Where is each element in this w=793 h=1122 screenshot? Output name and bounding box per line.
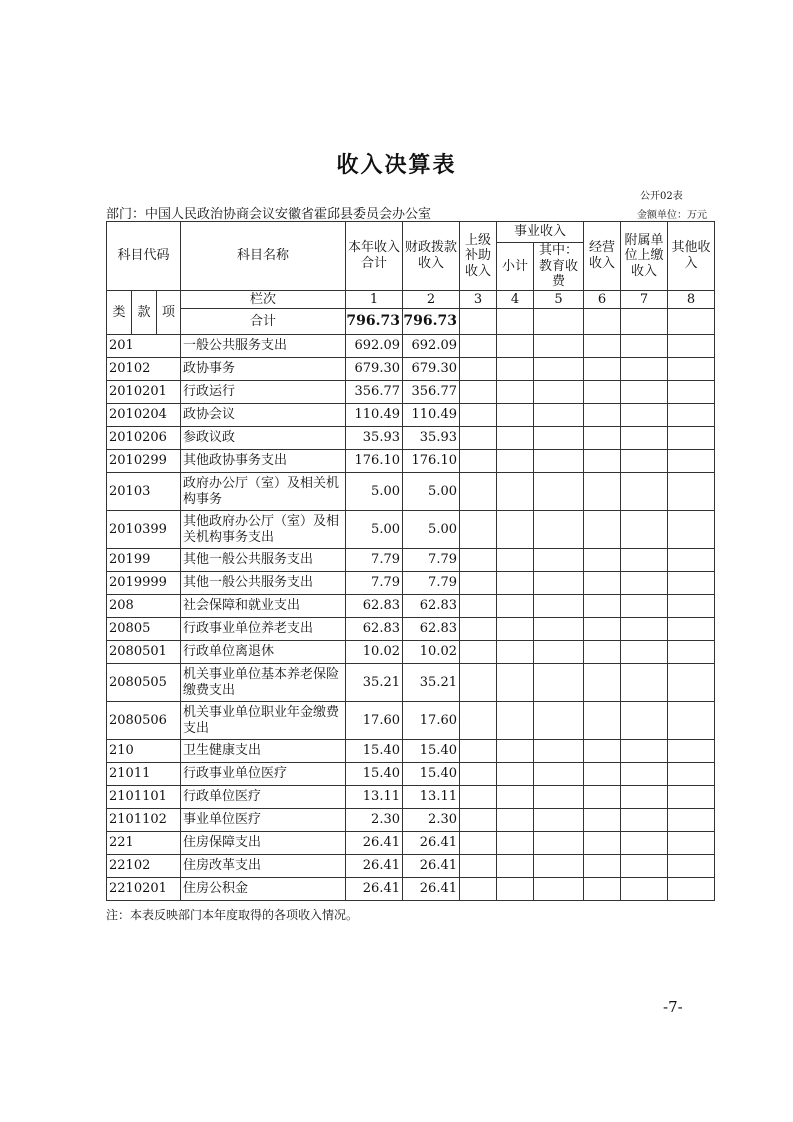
empty-cell (584, 549, 621, 572)
empty-cell (534, 809, 584, 832)
empty-cell (497, 855, 534, 878)
fiscal-value: 679.30 (403, 358, 460, 381)
empty-cell (497, 404, 534, 427)
income-total-value: 62.83 (346, 595, 403, 618)
header-fiscal: 财政拨款收入 (403, 222, 460, 291)
empty-cell (497, 641, 534, 664)
empty-cell (497, 664, 534, 702)
empty-cell (621, 511, 668, 549)
empty-cell (534, 511, 584, 549)
income-total-value: 110.49 (346, 404, 403, 427)
subject-name: 住房保障支出 (181, 832, 346, 855)
header-total-income: 本年收入合计 (346, 222, 403, 291)
empty-cell (668, 664, 715, 702)
table-row (107, 572, 715, 595)
subject-code: 2101102 (107, 809, 181, 832)
income-total-value: 26.41 (346, 832, 403, 855)
subject-name: 社会保障和就业支出 (181, 595, 346, 618)
subject-code: 2101101 (107, 786, 181, 809)
subject-name: 一般公共服务支出 (181, 335, 346, 358)
table-row (107, 618, 715, 641)
empty-cell (497, 763, 534, 786)
table-row (107, 450, 715, 473)
empty-cell (460, 511, 497, 549)
subject-code: 21011 (107, 763, 181, 786)
empty-cell (668, 618, 715, 641)
empty-cell (668, 511, 715, 549)
column-number: 1 (346, 291, 403, 309)
empty-cell (621, 786, 668, 809)
total-fiscal-value: 796.73 (403, 309, 460, 335)
table-row (107, 404, 715, 427)
empty-cell (497, 740, 534, 763)
subject-code: 20199 (107, 549, 181, 572)
fiscal-value: 15.40 (403, 740, 460, 763)
empty-cell (460, 878, 497, 901)
income-total-value: 15.40 (346, 740, 403, 763)
empty-cell (497, 878, 534, 901)
empty-cell (534, 878, 584, 901)
empty-cell (534, 549, 584, 572)
column-number: 7 (621, 291, 668, 309)
empty-cell (534, 473, 584, 511)
empty-cell (460, 450, 497, 473)
empty-cell (460, 809, 497, 832)
fiscal-value: 35.93 (403, 427, 460, 450)
empty-cell (460, 618, 497, 641)
empty-cell (497, 335, 534, 358)
empty-cell (460, 702, 497, 740)
fiscal-value: 35.21 (403, 664, 460, 702)
header-subtotal: 小计 (497, 243, 534, 291)
empty-cell (668, 832, 715, 855)
fiscal-value: 692.09 (403, 335, 460, 358)
header-business: 事业收入 (497, 222, 584, 243)
header-subject-code: 科目代码 (107, 222, 181, 291)
empty-cell (497, 358, 534, 381)
table-row (107, 809, 715, 832)
empty-cell (497, 381, 534, 404)
empty-cell (621, 358, 668, 381)
empty-cell (621, 335, 668, 358)
empty-cell (497, 511, 534, 549)
empty-cell (497, 809, 534, 832)
empty-cell (584, 786, 621, 809)
subject-name: 参政议政 (181, 427, 346, 450)
empty-cell (497, 786, 534, 809)
empty-cell (460, 832, 497, 855)
subject-name: 其他政府办公厅（室）及相关机构事务支出 (181, 511, 346, 549)
fiscal-value: 176.10 (403, 450, 460, 473)
empty-cell (668, 358, 715, 381)
subject-name: 行政单位医疗 (181, 786, 346, 809)
footnote: 注：本表反映部门本年度取得的各项收入情况。 (106, 908, 359, 922)
empty-cell (621, 740, 668, 763)
empty-cell (534, 641, 584, 664)
fiscal-value: 7.79 (403, 549, 460, 572)
empty-cell (497, 618, 534, 641)
empty-cell (584, 763, 621, 786)
table-row (107, 763, 715, 786)
empty-cell (584, 404, 621, 427)
subject-code: 2210201 (107, 878, 181, 901)
empty-cell (497, 427, 534, 450)
table-row (107, 473, 715, 511)
subject-name: 行政事业单位养老支出 (181, 618, 346, 641)
subject-name: 卫生健康支出 (181, 740, 346, 763)
empty-cell (668, 855, 715, 878)
column-number: 8 (668, 291, 715, 309)
empty-cell (534, 618, 584, 641)
empty-cell (497, 450, 534, 473)
empty-cell (584, 511, 621, 549)
total-label: 合计 (181, 309, 346, 335)
header-superior: 上级补助收入 (460, 222, 497, 291)
fiscal-value: 17.60 (403, 702, 460, 740)
empty-cell (621, 832, 668, 855)
empty-cell (534, 335, 584, 358)
empty-cell (621, 595, 668, 618)
table-row (107, 549, 715, 572)
subject-name: 事业单位医疗 (181, 809, 346, 832)
empty-cell (621, 702, 668, 740)
empty-cell (460, 855, 497, 878)
subject-code: 210 (107, 740, 181, 763)
subject-name: 机关事业单位职业年金缴费支出 (181, 702, 346, 740)
fiscal-value: 15.40 (403, 763, 460, 786)
empty-cell (621, 381, 668, 404)
fiscal-value: 2.30 (403, 809, 460, 832)
empty-cell (534, 664, 584, 702)
empty-cell (460, 335, 497, 358)
empty-cell (621, 427, 668, 450)
header-lei: 类 (107, 291, 132, 335)
empty-cell (534, 450, 584, 473)
empty-cell (668, 473, 715, 511)
empty-cell (621, 618, 668, 641)
header-xiang: 项 (157, 291, 181, 335)
income-total-value: 692.09 (346, 335, 403, 358)
table-row (107, 641, 715, 664)
income-total-value: 13.11 (346, 786, 403, 809)
header-education: 其中：教育收费 (534, 243, 584, 291)
fiscal-value: 26.41 (403, 855, 460, 878)
empty-cell (621, 572, 668, 595)
header-kuan: 款 (132, 291, 157, 335)
income-total-value: 35.93 (346, 427, 403, 450)
empty-cell (584, 641, 621, 664)
column-number: 6 (584, 291, 621, 309)
empty-cell (584, 702, 621, 740)
column-row-label: 栏次 (181, 291, 346, 309)
empty-cell (584, 809, 621, 832)
income-total-value: 2.30 (346, 809, 403, 832)
column-number: 3 (460, 291, 497, 309)
income-total-value: 35.21 (346, 664, 403, 702)
form-number: 公开02表 (640, 191, 683, 202)
subject-code: 2019999 (107, 572, 181, 595)
empty-cell (460, 381, 497, 404)
subject-name: 行政单位离退休 (181, 641, 346, 664)
empty-cell (668, 786, 715, 809)
subject-code: 2010399 (107, 511, 181, 549)
subject-name: 其他政协事务支出 (181, 450, 346, 473)
income-table (106, 221, 715, 901)
empty-cell (668, 450, 715, 473)
subject-code: 2080506 (107, 702, 181, 740)
subject-name: 其他一般公共服务支出 (181, 549, 346, 572)
table-row (107, 358, 715, 381)
empty-cell (668, 335, 715, 358)
header-affiliated: 附属单位上缴收入 (621, 222, 668, 291)
table-row (107, 511, 715, 549)
department-label: 部门：中国人民政治协商会议安徽省霍邱县委员会办公室 (106, 207, 432, 222)
empty-cell (497, 595, 534, 618)
empty-cell (460, 740, 497, 763)
fiscal-value: 110.49 (403, 404, 460, 427)
subject-code: 2010204 (107, 404, 181, 427)
subject-name: 政府办公厅（室）及相关机构事务 (181, 473, 346, 511)
fiscal-value: 10.02 (403, 641, 460, 664)
empty-cell (621, 763, 668, 786)
income-total-value: 7.79 (346, 549, 403, 572)
empty-cell (668, 572, 715, 595)
empty-cell (621, 450, 668, 473)
empty-cell (584, 855, 621, 878)
income-total-value: 356.77 (346, 381, 403, 404)
empty-cell (668, 381, 715, 404)
income-total-value: 5.00 (346, 473, 403, 511)
empty-cell (584, 572, 621, 595)
empty-cell (534, 786, 584, 809)
empty-cell (534, 572, 584, 595)
empty-cell (584, 335, 621, 358)
empty-cell (584, 832, 621, 855)
empty-cell (621, 404, 668, 427)
column-number: 5 (534, 291, 584, 309)
header-subject-name: 科目名称 (181, 222, 346, 291)
subject-code: 2010299 (107, 450, 181, 473)
table-row (107, 832, 715, 855)
empty-cell (668, 702, 715, 740)
empty-cell (621, 855, 668, 878)
empty-cell (668, 427, 715, 450)
empty-cell (534, 832, 584, 855)
income-total-value: 10.02 (346, 641, 403, 664)
empty-cell (534, 595, 584, 618)
empty-cell (460, 595, 497, 618)
income-total-value: 17.60 (346, 702, 403, 740)
subject-name: 政协事务 (181, 358, 346, 381)
subject-code: 20102 (107, 358, 181, 381)
subject-name: 政协会议 (181, 404, 346, 427)
subject-code: 2080505 (107, 664, 181, 702)
empty-cell (584, 427, 621, 450)
empty-cell (534, 740, 584, 763)
empty-cell (584, 381, 621, 404)
subject-code: 22102 (107, 855, 181, 878)
table-row (107, 740, 715, 763)
income-total-value: 26.41 (346, 878, 403, 901)
table-row (107, 595, 715, 618)
income-total-value: 679.30 (346, 358, 403, 381)
subject-name: 其他一般公共服务支出 (181, 572, 346, 595)
empty-cell (497, 572, 534, 595)
empty-cell (584, 878, 621, 901)
empty-cell (621, 549, 668, 572)
income-total-value: 176.10 (346, 450, 403, 473)
subject-name: 机关事业单位基本养老保险缴费支出 (181, 664, 346, 702)
header-operating: 经营收入 (584, 222, 621, 291)
empty-cell (497, 702, 534, 740)
empty-cell (584, 473, 621, 511)
empty-cell (460, 641, 497, 664)
fiscal-value: 62.83 (403, 618, 460, 641)
empty-cell (584, 664, 621, 702)
fiscal-value: 62.83 (403, 595, 460, 618)
table-row (107, 855, 715, 878)
empty-cell (584, 358, 621, 381)
empty-cell (621, 878, 668, 901)
empty-cell (668, 763, 715, 786)
empty-cell (460, 549, 497, 572)
subject-code: 2010206 (107, 427, 181, 450)
subject-code: 2010201 (107, 381, 181, 404)
subject-name: 住房改革支出 (181, 855, 346, 878)
column-number: 4 (497, 291, 534, 309)
table-row (107, 702, 715, 740)
empty-cell (534, 404, 584, 427)
empty-cell (534, 855, 584, 878)
table-row (107, 664, 715, 702)
empty-cell (534, 358, 584, 381)
subject-name: 住房公积金 (181, 878, 346, 901)
page-number: -7- (663, 998, 683, 1016)
empty-cell (621, 641, 668, 664)
income-total-value: 7.79 (346, 572, 403, 595)
empty-cell (668, 549, 715, 572)
empty-cell (460, 664, 497, 702)
empty-cell (668, 595, 715, 618)
fiscal-value: 356.77 (403, 381, 460, 404)
empty-cell (584, 595, 621, 618)
empty-cell (460, 427, 497, 450)
empty-cell (668, 878, 715, 901)
empty-cell (668, 809, 715, 832)
fiscal-value: 26.41 (403, 878, 460, 901)
table-row (107, 786, 715, 809)
income-total-value: 15.40 (346, 763, 403, 786)
table-row (107, 427, 715, 450)
empty-cell (497, 473, 534, 511)
income-total-value: 26.41 (346, 855, 403, 878)
fiscal-value: 5.00 (403, 473, 460, 511)
empty-cell (621, 809, 668, 832)
header-other: 其他收入 (668, 222, 715, 291)
income-total-value: 5.00 (346, 511, 403, 549)
fiscal-value: 26.41 (403, 832, 460, 855)
empty-cell (668, 404, 715, 427)
empty-cell (534, 702, 584, 740)
empty-cell (460, 786, 497, 809)
empty-cell (534, 763, 584, 786)
empty-cell (584, 618, 621, 641)
subject-code: 20805 (107, 618, 181, 641)
table-row (107, 878, 715, 901)
fiscal-value: 13.11 (403, 786, 460, 809)
empty-cell (460, 473, 497, 511)
empty-cell (621, 664, 668, 702)
empty-cell (497, 832, 534, 855)
fiscal-value: 5.00 (403, 511, 460, 549)
fiscal-value: 7.79 (403, 572, 460, 595)
subject-code: 2080501 (107, 641, 181, 664)
empty-cell (497, 549, 534, 572)
empty-cell (584, 740, 621, 763)
subject-code: 201 (107, 335, 181, 358)
subject-name: 行政事业单位医疗 (181, 763, 346, 786)
empty-cell (460, 572, 497, 595)
empty-cell (460, 358, 497, 381)
empty-cell (534, 381, 584, 404)
page-title: 收入决算表 (336, 153, 457, 178)
income-total-value: 62.83 (346, 618, 403, 641)
empty-cell (621, 473, 668, 511)
total-income-value: 796.73 (346, 309, 403, 335)
subject-code: 221 (107, 832, 181, 855)
empty-cell (584, 450, 621, 473)
table-row (107, 335, 715, 358)
empty-cell (460, 763, 497, 786)
empty-cell (668, 740, 715, 763)
subject-name: 行政运行 (181, 381, 346, 404)
subject-code: 208 (107, 595, 181, 618)
empty-cell (460, 404, 497, 427)
table-row (107, 381, 715, 404)
empty-cell (534, 427, 584, 450)
column-number: 2 (403, 291, 460, 309)
empty-cell (668, 641, 715, 664)
amount-unit: 金额单位：万元 (637, 210, 707, 221)
subject-code: 20103 (107, 473, 181, 511)
